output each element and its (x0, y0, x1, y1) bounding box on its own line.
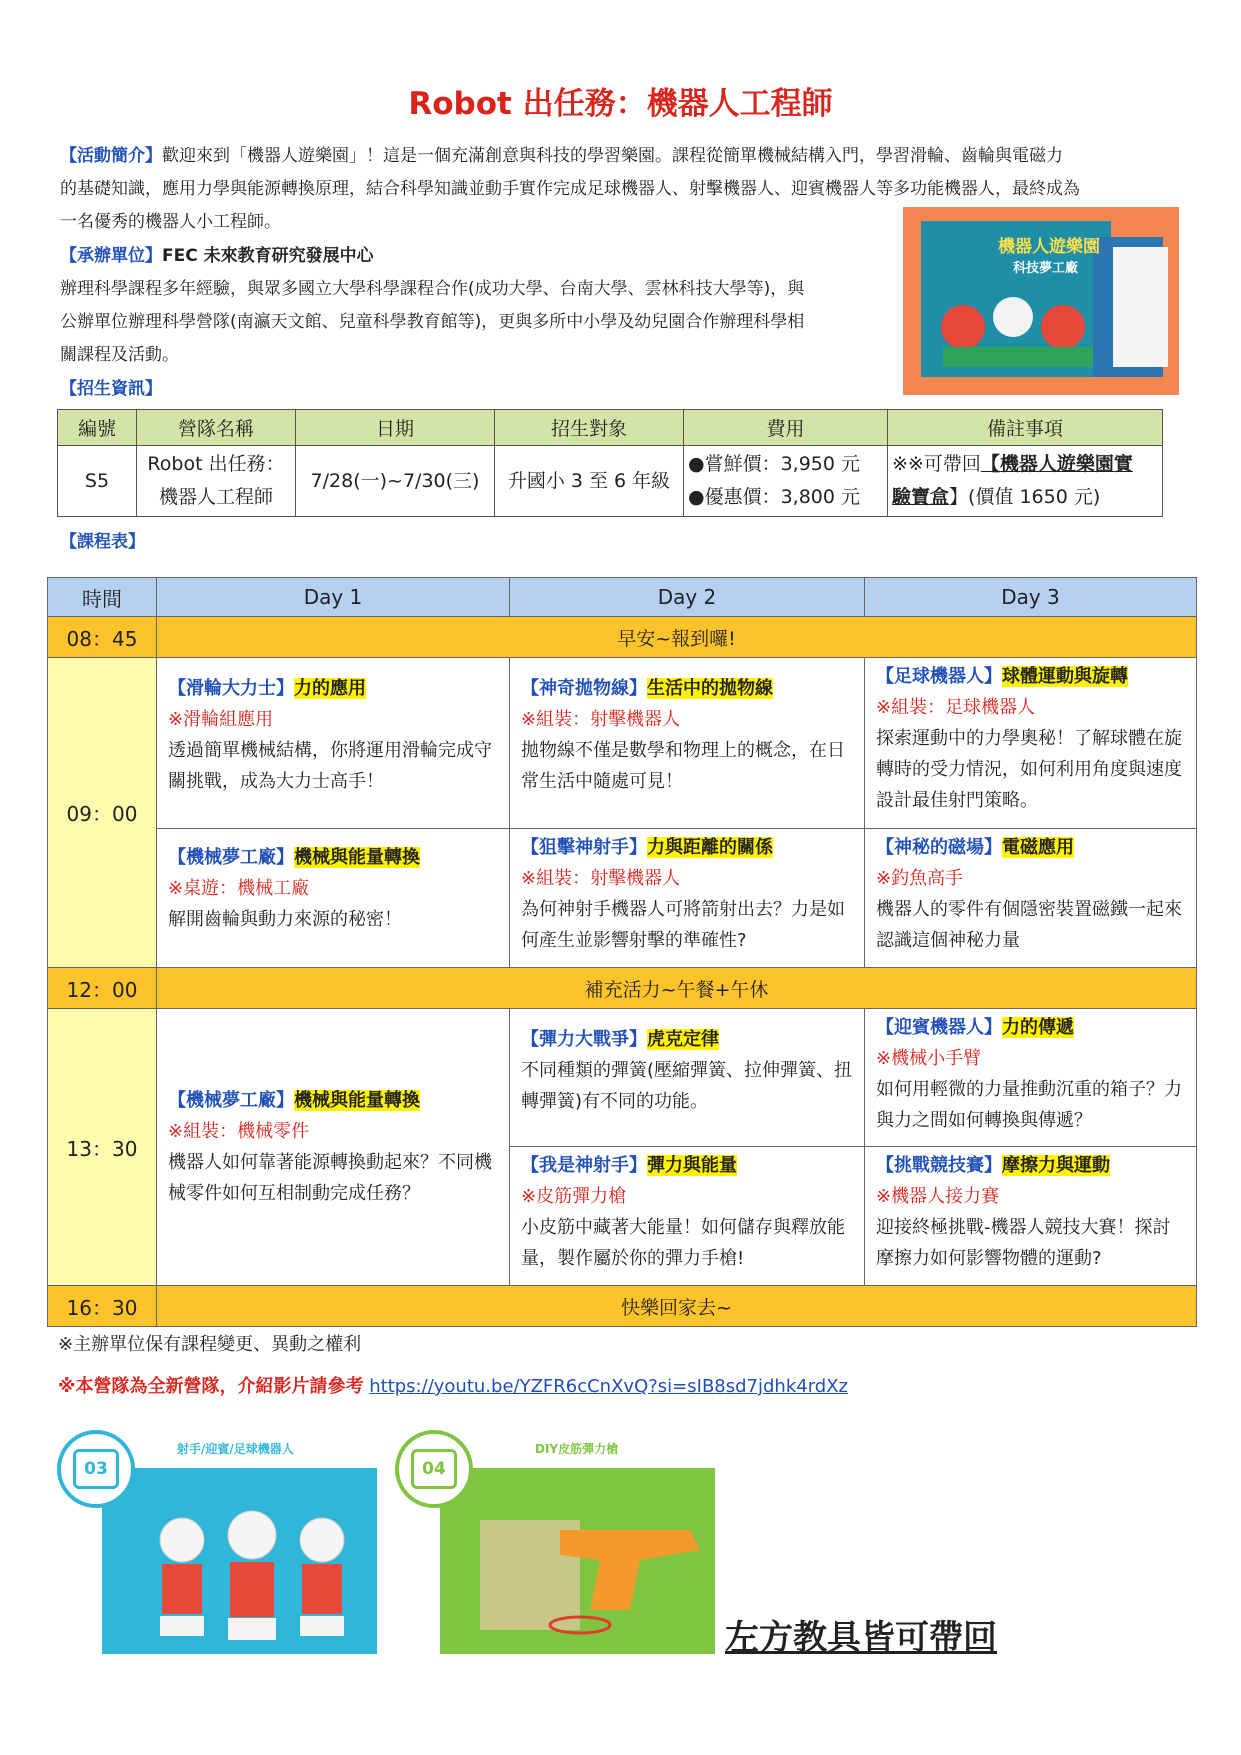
col-date: 日期 (296, 410, 495, 446)
bar-checkin: 早安~報到囉! (157, 617, 1197, 658)
col-fee: 費用 (684, 410, 888, 446)
session-d1c-title: 【機械夢工廠】 (168, 1090, 294, 1111)
camp-fee (684, 446, 888, 517)
camp-date: 7/28(一)~7/30(三) (296, 446, 495, 517)
note-rights: ※主辦單位保有課程變更、異動之權利 (58, 1334, 362, 1355)
card-gun-num: 04 (411, 1449, 457, 1489)
session-d1c-desc: 機器人如何靠著能源轉換動起來？不同機械零件如何互相制動完成任務？ (168, 1152, 492, 1204)
organizer-label: 【承辦單位】 (60, 246, 162, 266)
card-robots-badge (57, 1430, 135, 1508)
time-1330: 13：30 (48, 1009, 157, 1286)
session-d3c (865, 1009, 1197, 1147)
session-d2b-desc: 為何神射手機器人可將箭射出去？力是如何產生並影響射擊的準確性? (521, 899, 845, 951)
session-d1a-sub: ※滑輪組應用 (168, 709, 274, 730)
session-d1a-topic: 力的應用 (294, 678, 366, 699)
session-d2d-topic: 彈力與能量 (647, 1155, 737, 1176)
session-d2c-topic: 虎克定律 (647, 1029, 719, 1050)
intro-text-3: 一名優秀的機器人小工程師。 (60, 212, 281, 232)
session-d1b-title: 【機械夢工廠】 (168, 847, 294, 868)
product-caption: 機器人遊樂園 (998, 237, 1100, 257)
note-b: 【機器人遊樂園實 (980, 453, 1133, 475)
session-d3c-sub: ※機械小手臂 (876, 1048, 982, 1069)
enroll-label: 【招生資訊】 (60, 379, 162, 399)
intro-text: 歡迎來到「機器人遊樂園」！這是一個充滿創意與科技的學習樂園。課程從簡單機械結構入門，學習滑輪、齒輪與電磁力 (162, 146, 1063, 166)
session-d2a-desc: 拋物線不僅是數學和物理上的概念，在日常生活中隨處可見！ (521, 740, 845, 792)
organizer-line-2: 公辦單位辦理科學營隊(南瀛天文館、兒童科學教育館等)，更與多所中小學及幼兒園合作辦理科學相 (60, 312, 805, 332)
session-d3c-topic: 力的傳遞 (1002, 1017, 1074, 1038)
card-gun-badge (395, 1430, 473, 1508)
session-d3d-title: 【挑戰競技賽】 (876, 1155, 1002, 1176)
session-d3b-sub: ※釣魚高手 (876, 868, 964, 889)
session-d1c-topic: 機械與能量轉換 (294, 1090, 420, 1111)
col-note: 備註事項 (888, 410, 1163, 446)
sched-col-day2: Day 2 (510, 578, 865, 617)
session-d2a-title: 【神奇拋物線】 (521, 678, 647, 699)
session-d3c-desc: 如何用輕微的力量推動沉重的箱子？力與力之間如何轉換與傳遞？ (876, 1079, 1182, 1131)
table-row (58, 446, 1163, 517)
organizer-section (60, 240, 900, 372)
bar-home: 快樂回家去~ (157, 1286, 1197, 1327)
session-d3b-title: 【神秘的磁場】 (876, 837, 1002, 858)
fee-discount: ●優惠價：3,800 元 (688, 486, 861, 508)
sched-col-time: 時間 (48, 578, 157, 617)
session-d1b-topic: 機械與能量轉換 (294, 847, 420, 868)
session-d3d-sub: ※機器人接力賽 (876, 1186, 1000, 1207)
session-d2d (510, 1147, 865, 1286)
session-d3d-topic: 摩擦力與運動 (1002, 1155, 1110, 1176)
note-c: 驗寶盒 (892, 486, 950, 508)
organizer-name: FEC 未來教育研究發展中心 (162, 246, 374, 266)
organizer-line-1: 辦理科學課程多年經驗，與眾多國立大學科學課程合作(成功大學、台南大學、雲林科技大學等)，與 (60, 279, 805, 299)
session-d1c-sub: ※組裝：機械零件 (168, 1121, 310, 1142)
note-a: ※※可帶回 (892, 453, 981, 475)
intro-text-2: 的基礎知識，應用力學與能源轉換原理，結合科學知識並動手實作完成足球機器人、射擊機器人、迎賓機器人等多功能機器人，最終成為 (60, 179, 1080, 199)
session-d1b (157, 829, 510, 968)
session-d2d-title: 【我是神射手】 (521, 1155, 647, 1176)
col-target: 招生對象 (495, 410, 684, 446)
rubber-band-gun-illustration (470, 1490, 710, 1650)
robots-illustration (132, 1490, 372, 1650)
session-d2a-topic: 生活中的拋物線 (647, 678, 773, 699)
card-robots-label: 射手/迎賓/足球機器人 (177, 1442, 294, 1456)
session-d2a (510, 658, 865, 829)
camp-name-2: 機器人工程師 (158, 486, 273, 508)
session-d3a-title: 【足球機器人】 (876, 666, 1002, 687)
time-0845: 08：45 (48, 617, 157, 658)
camp-name-1: Robot 出任務： (147, 453, 285, 475)
session-d3d-desc: 迎接終極挑戰-機器人競技大賽！探討摩擦力如何影響物體的運動? (876, 1217, 1171, 1269)
bar-lunch: 補充活力~午餐+午休 (157, 968, 1197, 1009)
col-name: 營隊名稱 (137, 410, 296, 446)
note-video (58, 1372, 848, 1398)
schedule-table (47, 577, 1197, 1327)
time-1630: 16：30 (48, 1286, 157, 1327)
col-id: 編號 (58, 410, 137, 446)
session-d1a-desc: 透過簡單機械結構，你將運用滑輪完成守關挑戰，成為大力士高手！ (168, 740, 492, 792)
session-d3a-topic: 球體運動與旋轉 (1002, 666, 1128, 687)
session-d3a (865, 658, 1197, 829)
time-1200: 12：00 (48, 968, 157, 1009)
camp-name (137, 446, 296, 517)
session-d3b-desc: 機器人的零件有個隱密裝置磁鐵一起來認識這個神秘力量 (876, 899, 1182, 951)
session-d2b (510, 829, 865, 968)
camp-target: 升國小 3 至 6 年級 (495, 446, 684, 517)
session-d3a-desc: 探索運動中的力學奧秘！了解球體在旋轉時的受力情況，如何利用角度與速度設計最佳射門策略。 (876, 728, 1182, 811)
video-link[interactable]: https://youtu.be/YZFR6cCnXvQ?si=sIB8sd7jdhk4rdXz (369, 1376, 849, 1397)
session-d3b (865, 829, 1197, 968)
camp-note (888, 446, 1163, 517)
session-d1a (157, 658, 510, 829)
schedule-label: 【課程表】 (60, 532, 145, 552)
session-d2c-desc: 不同種類的彈簧(壓縮彈簧、拉伸彈簧、扭轉彈簧)有不同的功能。 (521, 1060, 853, 1112)
session-d1a-title: 【滑輪大力士】 (168, 678, 294, 699)
session-d1b-desc: 解開齒輪與動力來源的秘密！ (168, 909, 402, 930)
session-d2b-title: 【狙擊神射手】 (521, 837, 647, 858)
take-home-note: 左方教具皆可帶回 (725, 1618, 997, 1658)
session-d2a-sub: ※組裝：射擊機器人 (521, 709, 681, 730)
session-d3c-title: 【迎賓機器人】 (876, 1017, 1002, 1038)
session-d3b-topic: 電磁應用 (1002, 837, 1074, 858)
camp-id: S5 (58, 446, 137, 517)
intro-label: 【活動簡介】 (60, 146, 162, 166)
note-d: 】(價值 1650 元) (949, 486, 1101, 508)
session-d2b-topic: 力與距離的關係 (647, 837, 773, 858)
card-gun-label: DIY皮筋彈力槍 (535, 1442, 619, 1456)
enroll-table (57, 409, 1163, 517)
product-box-image (903, 207, 1179, 395)
session-d2b-sub: ※組裝：射擊機器人 (521, 868, 681, 889)
card-robots (57, 1430, 377, 1655)
session-d2d-desc: 小皮筋中藏著大能量！如何儲存與釋放能量，製作屬於你的彈力手槍! (521, 1217, 845, 1269)
page-title: Robot 出任務：機器人工程師 (408, 86, 833, 122)
session-d3d (865, 1147, 1197, 1286)
session-d2d-sub: ※皮筋彈力槍 (521, 1186, 627, 1207)
note-video-text: ※本營隊為全新營隊，介紹影片請參考 (58, 1376, 364, 1397)
card-gun (395, 1430, 715, 1655)
card-robots-num: 03 (73, 1449, 119, 1489)
fee-early: ●嘗鮮價：3,950 元 (688, 453, 861, 475)
session-d1b-sub: ※桌遊：機械工廠 (168, 878, 310, 899)
time-0900: 09：00 (48, 658, 157, 968)
sched-col-day1: Day 1 (157, 578, 510, 617)
product-caption-2: 科技夢工廠 (1013, 261, 1079, 276)
session-d2c-title: 【彈力大戰爭】 (521, 1029, 647, 1050)
organizer-line-3: 關課程及活動。 (60, 345, 179, 365)
session-d2c (510, 1009, 865, 1147)
session-d3a-sub: ※組裝：足球機器人 (876, 697, 1036, 718)
sched-col-day3: Day 3 (865, 578, 1197, 617)
session-d1c (157, 1009, 510, 1286)
